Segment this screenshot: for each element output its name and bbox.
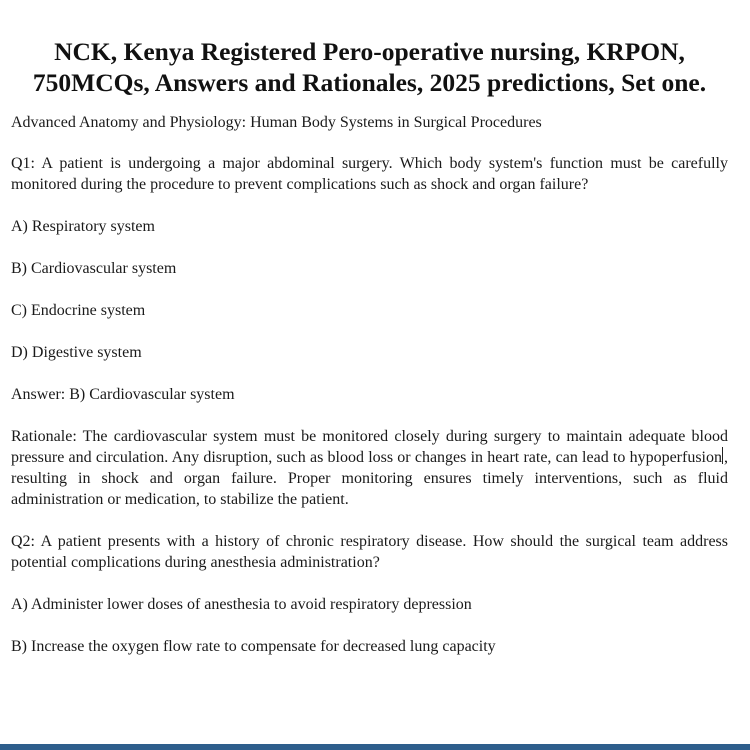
q1-option-d: D) Digestive system [11, 344, 142, 361]
rationale-text-end: , resulting in shock and organ failure. Proper monitoring ensures timely interventions, such as fluid administration or medication, to stabilize the patient. [11, 449, 728, 508]
section-title: Advanced Anatomy and Physiology: Human Body Systems in Surgical Procedures [11, 114, 542, 131]
q1-answer: Answer: B) Cardiovascular system [11, 386, 235, 403]
question-1-text: Q1: A patient is undergoing a major abdominal surgery. Which body system's function must be carefully monitored during the procedure to prevent complications such as shock and organ failure? [11, 155, 728, 193]
text-cursor [722, 447, 723, 464]
document-title: NCK, Kenya Registered Pero-operative nursing, KRPON, 750MCQs, Answers and Rationales, 2025 predictions, Set one. [32, 37, 707, 97]
q1-rationale[interactable] [11, 426, 728, 510]
q2-option-a: A) Administer lower doses of anesthesia to avoid respiratory depression [11, 596, 472, 613]
q1-option-a: A) Respiratory system [11, 218, 155, 235]
q1-option-b: B) Cardiovascular system [11, 260, 177, 277]
bottom-toolbar-strip [0, 744, 750, 750]
q2-option-b: B) Increase the oxygen flow rate to compensate for decreased lung capacity [11, 638, 496, 655]
question-2-text: Q2: A patient presents with a history of chronic respiratory disease. How should the surgical team address potential complications during anesthesia administration? [11, 533, 728, 571]
rationale-text-start: Rationale: The cardiovascular system must be monitored closely during surgery to maintain adequate blood pressure and circulation. Any disruption, such as blood loss or changes in heart rate, can lead to hypoperfusion [11, 428, 728, 466]
q1-option-c: C) Endocrine system [11, 302, 146, 319]
